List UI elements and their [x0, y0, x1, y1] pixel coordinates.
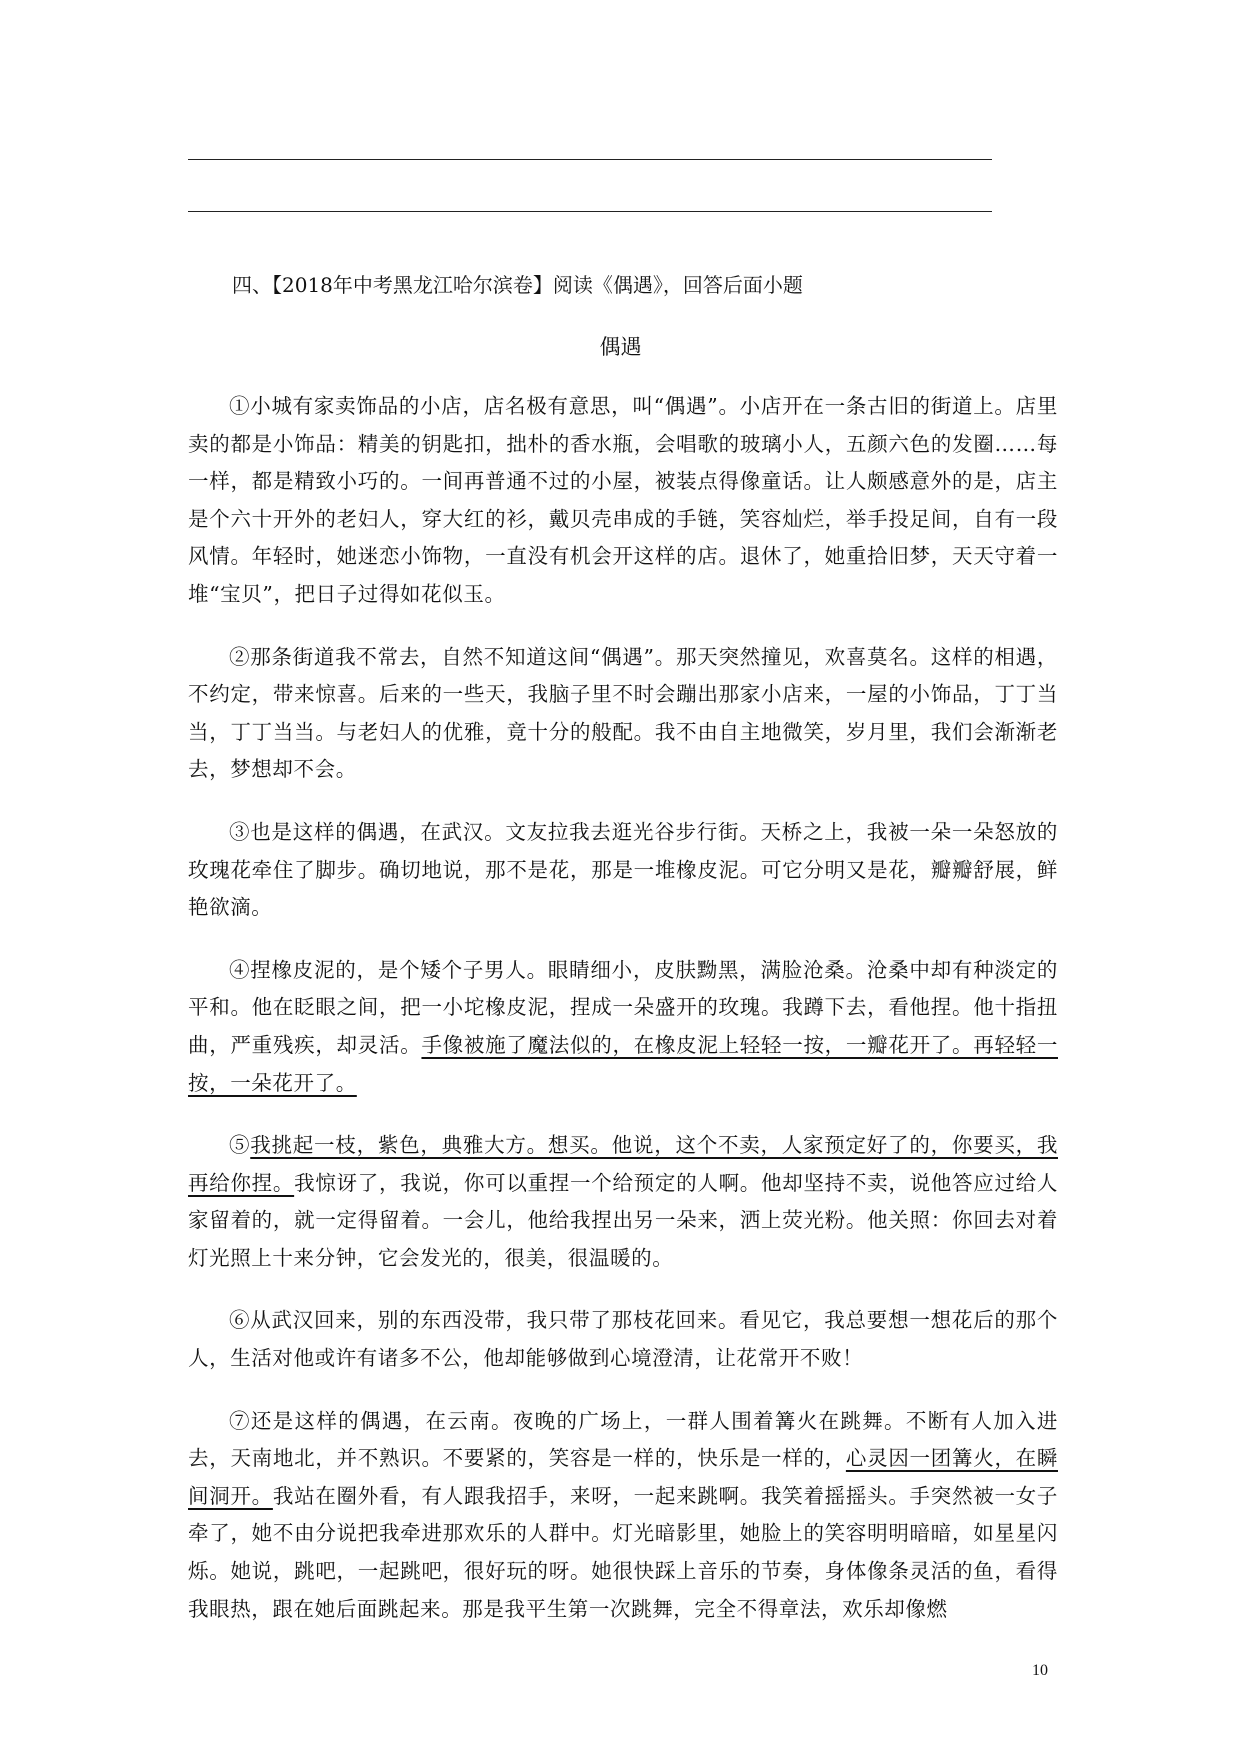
- page-number: 10: [1032, 1662, 1048, 1679]
- paragraph-text: ⑤: [229, 1133, 251, 1158]
- paragraph-4: [188, 952, 1058, 1102]
- paragraph-text: ②那条街道我不常去，自然不知道这间“偶遇”。那天突然撞见，欢喜莫名。这样的相遇，不约定，带来惊喜。后来的一些天，我脑子里不时会蹦出那家小店来，一屋的小饰品，丁丁当当，丁丁当当。与老妇人的优雅，竟十分的般配。我不由自主地微笑，岁月里，我们会渐渐老去，梦想却不会。: [188, 644, 1058, 782]
- underlined-sentence: 心灵因一团篝火，在瞬间洞开。: [188, 1446, 1058, 1508]
- paragraph-6: [188, 1302, 1058, 1377]
- passage-title: 偶遇: [599, 335, 642, 359]
- paragraph-text: ①小城有家卖饰品的小店，店名极有意思，叫“偶遇”。小店开在一条古旧的街道上。店里卖的都是小饰品：精美的钥匙扣，拙朴的香水瓶，会唱歌的玻璃小人，五颜六色的发圈……每一样，都是精致小巧的。一间再普通不过的小屋，被装点得像童话。让人颇感意外的是，店主是个六十开外的老妇人，穿大红的衫，戴贝壳串成的手链，笑容灿烂，举手投足间，自有一段风情。年轻时，她迷恋小饰物，一直没有机会开这样的店。退休了，她重拾旧梦，天天守着一堆“宝贝”，把日子过得如花似玉。: [188, 394, 1058, 606]
- paragraph-5: [188, 1127, 1058, 1277]
- paragraph-7: [188, 1403, 1058, 1629]
- paragraph-text: 我惊讶了，我说，你可以重捏一个给预定的人啊。他却坚持不卖，说他答应过给人家留着的，就一定得留着。一会儿，他给我捏出另一朵来，洒上荧光粉。他关照：你回去对着灯光照上十来分钟，它会发光的，很美，很温暖的。: [188, 1170, 1059, 1270]
- passage-body: [188, 388, 1058, 1653]
- paragraph-1: [188, 388, 1058, 614]
- answer-line-2: [188, 211, 992, 212]
- paragraph-text: ④捏橡皮泥的，是个矮个子男人。眼睛细小，皮肤黝黑，满脸沧桑。沧桑中却有种淡定的平和。他在眨眼之间，把一小坨橡皮泥，捏成一朵盛开的玫瑰。我蹲下去，看他捏。他十指扭曲，严重残疾，却灵活。: [188, 957, 1058, 1057]
- paragraph-text: ⑥从武汉回来，别的东西没带，我只带了那枝花回来。看见它，我总要想一想花后的那个人，生活对他或许有诸多不公，他却能够做到心境澄清，让花常开不败！: [188, 1308, 1058, 1371]
- paragraph-text: ⑦还是这样的偶遇，在云南。夜晚的广场上，一群人围着篝火在跳舞。不断有人加入进去，天南地北，并不熟识。不要紧的，笑容是一样的，快乐是一样的，: [188, 1408, 1058, 1471]
- paragraph-text: 我站在圈外看，有人跟我招手，来呀，一起来跳啊。我笑着摇摇头。手突然被一女子牵了，她不由分说把我牵进那欢乐的人群中。灯光暗影里，她脸上的笑容明明暗暗，如星星闪烁。她说，跳吧，一起跳吧，很好玩的呀。她很快踩上音乐的节奏，身体像条灵活的鱼，看得我眼热，跟在她后面跳起来。那是我平生第一次跳舞，完全不得章法，欢乐却像燃: [188, 1483, 1058, 1621]
- paragraph-3: [188, 814, 1058, 927]
- underlined-sentence: 手像被施了魔法似的，在橡皮泥上轻轻一按，一瓣花开了。再轻轻一按，一朵花开了。: [188, 1032, 1058, 1095]
- question-heading: 四、【2018年中考黑龙江哈尔滨卷】阅读《偶遇》，回答后面小题: [232, 273, 803, 297]
- underlined-sentence: 我挑起一枝，紫色，典雅大方。想买。他说，这个不卖，人家预定好了的，你要买，我再给你捏。: [188, 1133, 1058, 1195]
- paragraph-2: [188, 639, 1058, 789]
- answer-line-1: [188, 159, 992, 160]
- paragraph-text: ③也是这样的偶遇，在武汉。文友拉我去逛光谷步行街。天桥之上，我被一朵一朵怒放的玫瑰花牵住了脚步。确切地说，那不是花，那是一堆橡皮泥。可它分明又是花，瓣瓣舒展，鲜艳欲滴。: [188, 819, 1058, 920]
